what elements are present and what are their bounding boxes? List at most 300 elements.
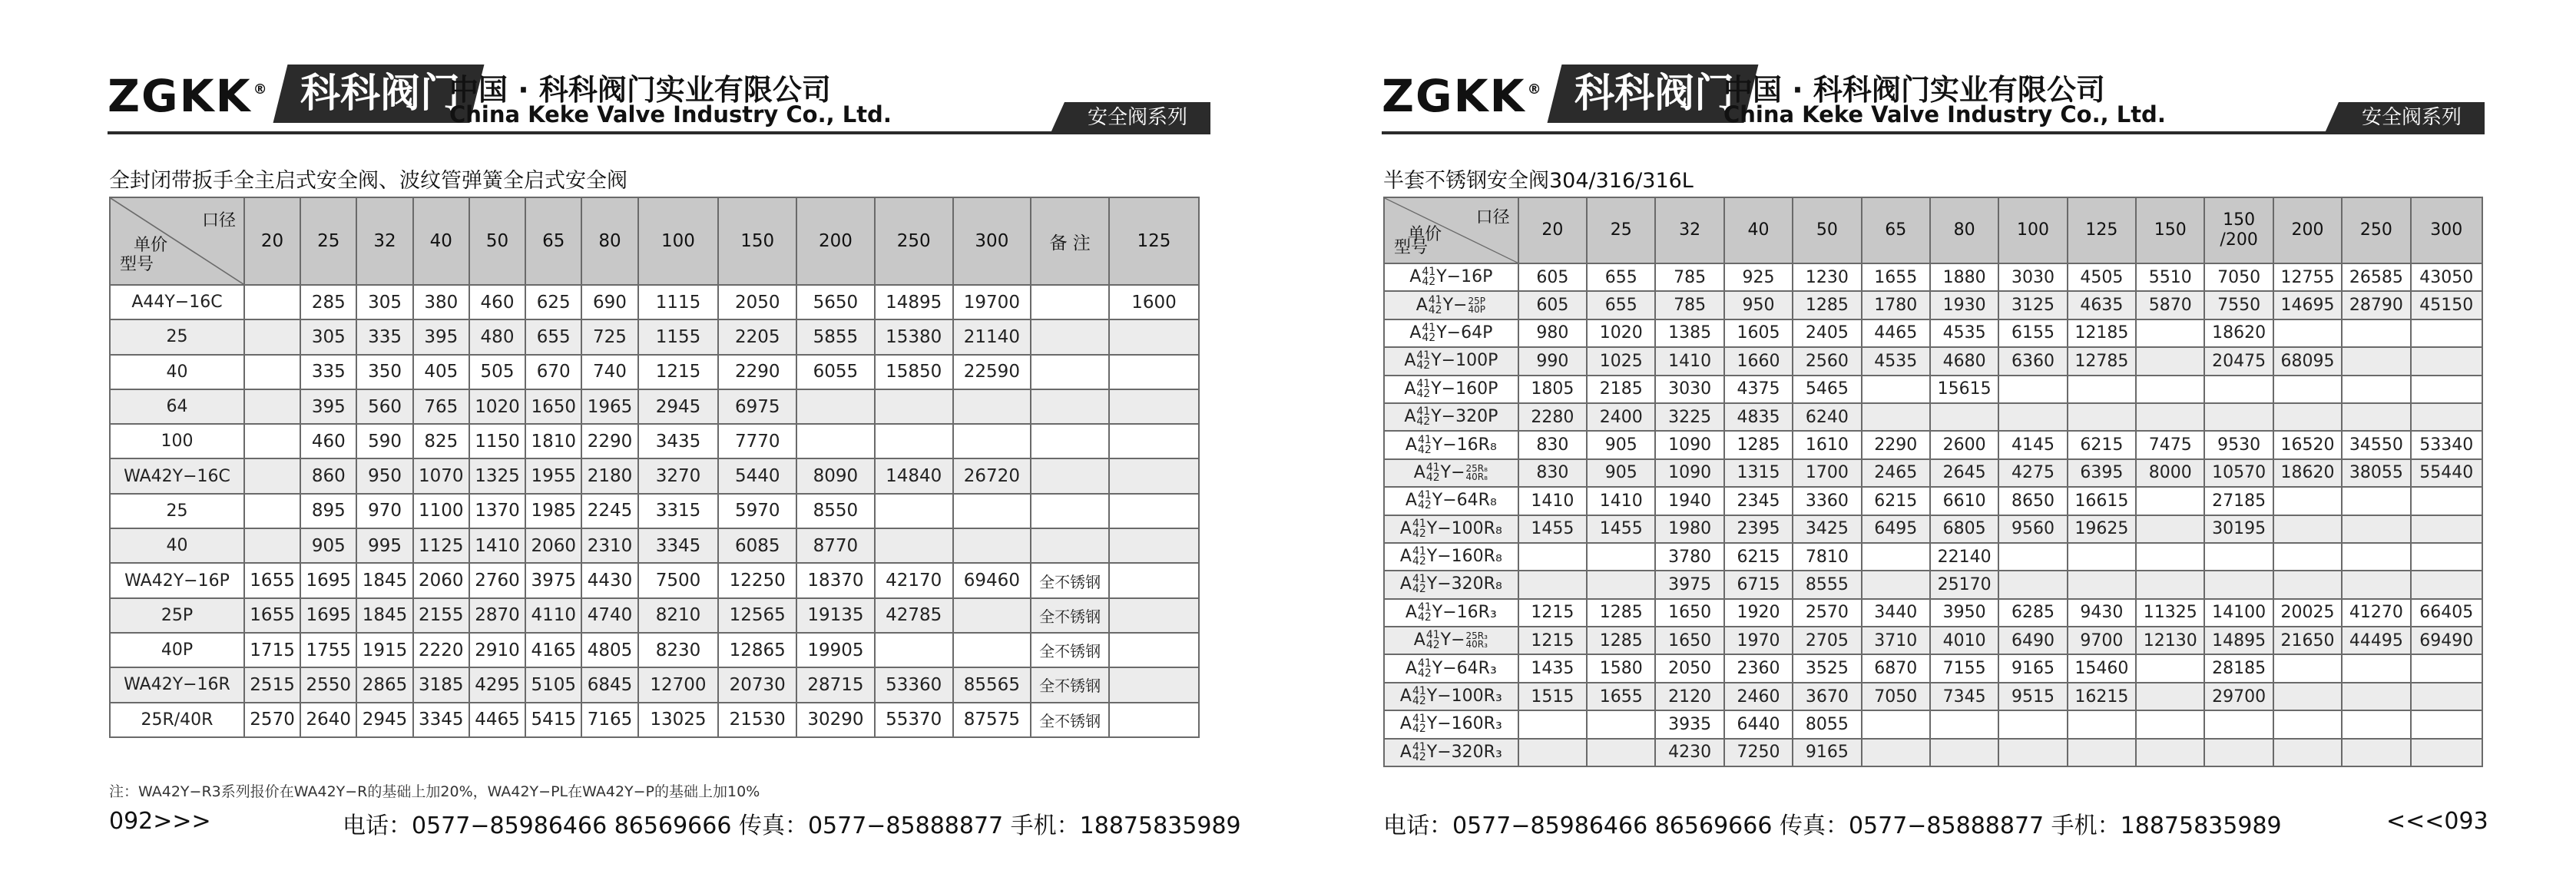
price-cell bbox=[1109, 703, 1199, 737]
price-cell: 7250 bbox=[1724, 739, 1793, 766]
price-cell bbox=[2136, 543, 2204, 571]
price-cell bbox=[2342, 403, 2410, 431]
price-cell bbox=[875, 494, 953, 528]
price-cell: 7810 bbox=[1793, 543, 1861, 571]
price-cell: 3525 bbox=[1793, 654, 1861, 682]
model-variant-top: 41 bbox=[1416, 405, 1431, 419]
price-cell: 25170 bbox=[1930, 571, 1998, 598]
price-cell bbox=[244, 528, 300, 563]
price-cell: 785 bbox=[1655, 263, 1723, 291]
price-cell: 7345 bbox=[1930, 683, 1998, 710]
price-cell: 3440 bbox=[1862, 599, 1930, 627]
price-cell: 68095 bbox=[2273, 347, 2342, 375]
price-cell bbox=[2273, 487, 2342, 515]
price-cell bbox=[2342, 683, 2410, 710]
price-cell bbox=[2342, 543, 2410, 571]
model-variant-bottom: 42 bbox=[1412, 583, 1426, 596]
model-prefix: A bbox=[1404, 407, 1416, 427]
price-cell: 69460 bbox=[953, 563, 1031, 597]
price-cell bbox=[2068, 376, 2136, 403]
model-suffix: Y− bbox=[1442, 295, 1468, 315]
price-cell bbox=[2342, 654, 2410, 682]
price-cell: 7050 bbox=[1862, 683, 1930, 710]
price-cell bbox=[1998, 376, 2067, 403]
model-variant-top: 41 bbox=[1425, 629, 1440, 642]
price-cell: 6155 bbox=[1998, 319, 2067, 347]
model-variant-stack bbox=[1426, 630, 1440, 650]
header-rule bbox=[108, 131, 1210, 134]
price-cell: 4165 bbox=[525, 633, 581, 667]
price-cell: 4010 bbox=[1930, 627, 1998, 654]
price-cell bbox=[2411, 347, 2482, 375]
right-section-title: 半套不锈钢安全阀304/316/316L bbox=[1383, 169, 1694, 193]
price-cell: 2290 bbox=[1862, 431, 1930, 458]
price-cell: 45150 bbox=[2411, 291, 2482, 319]
price-cell: 905 bbox=[1587, 431, 1655, 458]
price-cell: 765 bbox=[413, 389, 469, 424]
table-row bbox=[1384, 431, 2482, 458]
price-cell: 55370 bbox=[875, 703, 953, 737]
brand-logo-cn: 科科阀门 bbox=[273, 65, 485, 123]
price-cell: 5510 bbox=[2136, 263, 2204, 291]
price-cell: 335 bbox=[300, 355, 356, 389]
price-cell: 335 bbox=[356, 319, 412, 354]
price-cell: 3270 bbox=[638, 458, 719, 493]
table-row bbox=[110, 633, 1199, 667]
price-cell: 1285 bbox=[1587, 627, 1655, 654]
price-cell: 18370 bbox=[796, 563, 875, 597]
model-variant-top: 41 bbox=[1416, 377, 1431, 390]
price-cell bbox=[1518, 571, 1587, 598]
price-cell: 1845 bbox=[356, 598, 412, 633]
price-cell: 18620 bbox=[2204, 319, 2273, 347]
price-cell: 2180 bbox=[581, 458, 637, 493]
price-cell: 4680 bbox=[1930, 347, 1998, 375]
price-cell: 905 bbox=[300, 528, 356, 563]
model-suffix: Y−64R₃ bbox=[1432, 658, 1497, 678]
pressure-bottom: 40R₈ bbox=[1465, 471, 1488, 482]
pressure-bottom: 40R₃ bbox=[1465, 639, 1488, 650]
price-cell: 38055 bbox=[2342, 459, 2410, 487]
price-cell: 2865 bbox=[356, 667, 412, 702]
price-cell: 1980 bbox=[1655, 515, 1723, 543]
price-cell: 1410 bbox=[1655, 347, 1723, 375]
model-suffix: Y−100R₃ bbox=[1426, 687, 1502, 707]
price-cell: 1810 bbox=[525, 424, 581, 458]
column-header: 50 bbox=[1793, 197, 1861, 263]
price-cell: 3935 bbox=[1655, 710, 1723, 738]
price-cell: 19135 bbox=[796, 598, 875, 633]
price-cell: 66405 bbox=[2411, 599, 2482, 627]
price-cell: 3030 bbox=[1998, 263, 2067, 291]
price-cell: 2760 bbox=[469, 563, 525, 597]
model-variant-top: 41 bbox=[1417, 601, 1432, 614]
price-cell: 1655 bbox=[1587, 683, 1655, 710]
price-cell: 6440 bbox=[1724, 710, 1793, 738]
column-header: 备 注 bbox=[1031, 197, 1109, 285]
price-cell: 395 bbox=[413, 319, 469, 354]
model-cell bbox=[1384, 376, 1518, 403]
price-cell: 2395 bbox=[1724, 515, 1793, 543]
price-cell bbox=[1930, 710, 1998, 738]
model-cell: 40 bbox=[110, 355, 244, 389]
column-header: 20 bbox=[1518, 197, 1587, 263]
price-cell bbox=[1587, 710, 1655, 738]
model-cell: 25P bbox=[110, 598, 244, 633]
price-cell: 1455 bbox=[1518, 515, 1587, 543]
price-cell: 1655 bbox=[244, 598, 300, 633]
model-cell bbox=[1384, 459, 1518, 487]
model-variant-bottom: 42 bbox=[1422, 276, 1436, 289]
price-cell: 460 bbox=[469, 285, 525, 319]
price-cell bbox=[1518, 543, 1587, 571]
price-cell: 950 bbox=[356, 458, 412, 493]
price-cell: 6085 bbox=[718, 528, 796, 563]
price-cell: 1315 bbox=[1724, 459, 1793, 487]
price-cell: 5465 bbox=[1793, 376, 1861, 403]
model-variant-stack bbox=[1418, 491, 1432, 511]
price-cell: 9700 bbox=[2068, 627, 2136, 654]
price-cell: 1650 bbox=[1655, 599, 1723, 627]
column-header: 80 bbox=[581, 197, 637, 285]
model-variant-bottom: 42 bbox=[1428, 303, 1442, 316]
price-cell: 4430 bbox=[581, 563, 637, 597]
price-cell bbox=[2204, 571, 2273, 598]
table-row bbox=[1384, 683, 2482, 710]
price-cell bbox=[2273, 515, 2342, 543]
model-variant-bottom: 42 bbox=[1416, 415, 1431, 429]
price-cell: 2290 bbox=[718, 355, 796, 389]
price-cell bbox=[953, 633, 1031, 667]
price-cell: 1920 bbox=[1724, 599, 1793, 627]
price-cell: 2360 bbox=[1724, 654, 1793, 682]
price-cell bbox=[2411, 403, 2482, 431]
model-variant-top: 41 bbox=[1417, 433, 1432, 446]
price-cell bbox=[244, 458, 300, 493]
price-label: 单价 bbox=[134, 236, 168, 255]
left-price-table bbox=[109, 197, 1200, 738]
model-variant-bottom: 42 bbox=[1425, 471, 1440, 484]
price-cell: 12785 bbox=[2068, 347, 2136, 375]
price-cell: 5870 bbox=[2136, 291, 2204, 319]
price-cell bbox=[2204, 739, 2273, 766]
price-cell: 6055 bbox=[796, 355, 875, 389]
price-cell bbox=[244, 319, 300, 354]
model-cell bbox=[1384, 487, 1518, 515]
column-header: 25 bbox=[300, 197, 356, 285]
price-cell: 16520 bbox=[2273, 431, 2342, 458]
price-cell bbox=[2136, 571, 2204, 598]
model-suffix: Y− bbox=[1440, 630, 1465, 650]
model-prefix: A bbox=[1399, 518, 1412, 538]
price-cell: 655 bbox=[1587, 291, 1655, 319]
price-cell bbox=[1518, 710, 1587, 738]
price-cell: 8055 bbox=[1793, 710, 1861, 738]
price-cell bbox=[2136, 403, 2204, 431]
table-row bbox=[1384, 403, 2482, 431]
model-prefix: A bbox=[1399, 574, 1412, 594]
table-row bbox=[1384, 291, 2482, 319]
brand-logo-cn: 科科阀门 bbox=[1548, 65, 1759, 123]
price-cell: 1070 bbox=[413, 458, 469, 493]
price-cell bbox=[953, 389, 1031, 424]
note-cell: 全不锈钢 bbox=[1031, 633, 1109, 667]
price-cell: 670 bbox=[525, 355, 581, 389]
column-header: 100 bbox=[1998, 197, 2067, 263]
price-cell: 1695 bbox=[300, 598, 356, 633]
price-cell bbox=[875, 424, 953, 458]
price-cell bbox=[1109, 355, 1199, 389]
price-cell: 14100 bbox=[2204, 599, 2273, 627]
price-cell: 6395 bbox=[2068, 459, 2136, 487]
price-cell bbox=[2411, 376, 2482, 403]
note-cell bbox=[1031, 285, 1109, 319]
model-variant-top: 41 bbox=[1422, 321, 1436, 334]
table-row bbox=[110, 355, 1199, 389]
model-variant-stack bbox=[1422, 267, 1435, 287]
price-cell: 2910 bbox=[469, 633, 525, 667]
price-cell bbox=[2136, 710, 2204, 738]
price-cell: 1435 bbox=[1518, 654, 1587, 682]
size-label: 口径 bbox=[1475, 208, 1510, 227]
table-row bbox=[1384, 347, 2482, 375]
price-cell: 950 bbox=[1724, 291, 1793, 319]
price-cell bbox=[1109, 598, 1199, 633]
table-row bbox=[110, 598, 1199, 633]
price-cell: 14840 bbox=[875, 458, 953, 493]
model-variant-bottom: 42 bbox=[1412, 750, 1426, 763]
price-cell: 1025 bbox=[1587, 347, 1655, 375]
price-cell: 6870 bbox=[1862, 654, 1930, 682]
price-cell: 12250 bbox=[718, 563, 796, 597]
price-cell: 1090 bbox=[1655, 431, 1723, 458]
price-cell: 1940 bbox=[1655, 487, 1723, 515]
price-cell: 4805 bbox=[581, 633, 637, 667]
price-cell: 2185 bbox=[1587, 376, 1655, 403]
note-cell bbox=[1031, 389, 1109, 424]
price-cell: 2945 bbox=[638, 389, 719, 424]
price-cell bbox=[1109, 424, 1199, 458]
price-cell bbox=[2342, 347, 2410, 375]
price-cell: 1965 bbox=[581, 389, 637, 424]
price-cell: 8555 bbox=[1793, 571, 1861, 598]
price-cell: 1150 bbox=[469, 424, 525, 458]
price-cell: 4465 bbox=[1862, 319, 1930, 347]
price-cell: 6975 bbox=[718, 389, 796, 424]
model-suffix: Y−100P bbox=[1431, 351, 1498, 371]
price-cell: 14695 bbox=[2273, 291, 2342, 319]
price-cell: 725 bbox=[581, 319, 637, 354]
price-cell: 9530 bbox=[2204, 431, 2273, 458]
price-cell: 1695 bbox=[300, 563, 356, 597]
note-cell bbox=[1031, 319, 1109, 354]
price-cell: 1385 bbox=[1655, 319, 1723, 347]
price-cell: 8000 bbox=[2136, 459, 2204, 487]
price-cell: 26585 bbox=[2342, 263, 2410, 291]
price-cell: 4110 bbox=[525, 598, 581, 633]
series-tab: 安全阀系列 bbox=[1065, 102, 1210, 133]
price-cell: 2515 bbox=[244, 667, 300, 702]
price-cell: 3975 bbox=[525, 563, 581, 597]
price-cell: 1650 bbox=[525, 389, 581, 424]
price-cell: 860 bbox=[300, 458, 356, 493]
model-cell bbox=[1384, 319, 1518, 347]
model-variant-bottom: 42 bbox=[1412, 723, 1426, 736]
price-cell bbox=[953, 598, 1031, 633]
table-row bbox=[1384, 319, 2482, 347]
price-cell bbox=[2411, 654, 2482, 682]
model-cell bbox=[1384, 710, 1518, 738]
price-cell: 830 bbox=[1518, 459, 1587, 487]
price-cell bbox=[875, 528, 953, 563]
price-cell bbox=[2411, 515, 2482, 543]
column-header: 300 bbox=[2411, 197, 2482, 263]
price-cell bbox=[244, 494, 300, 528]
model-variant-bottom: 42 bbox=[1416, 387, 1431, 400]
price-cell bbox=[2411, 710, 2482, 738]
price-cell: 2400 bbox=[1587, 403, 1655, 431]
price-cell: 4505 bbox=[2068, 263, 2136, 291]
price-cell: 590 bbox=[356, 424, 412, 458]
price-cell bbox=[2273, 710, 2342, 738]
price-cell: 1100 bbox=[413, 494, 469, 528]
price-cell: 1455 bbox=[1587, 515, 1655, 543]
model-cell bbox=[1384, 543, 1518, 571]
model-prefix: A bbox=[1413, 630, 1425, 650]
note-cell bbox=[1031, 355, 1109, 389]
price-cell: 19625 bbox=[2068, 515, 2136, 543]
price-cell: 1955 bbox=[525, 458, 581, 493]
model-cell bbox=[1384, 515, 1518, 543]
price-cell: 4465 bbox=[469, 703, 525, 737]
price-cell: 1125 bbox=[413, 528, 469, 563]
header-rule bbox=[1382, 131, 2485, 134]
price-cell: 53360 bbox=[875, 667, 953, 702]
price-cell: 1600 bbox=[1109, 285, 1199, 319]
price-cell: 2120 bbox=[1655, 683, 1723, 710]
price-cell: 2155 bbox=[413, 598, 469, 633]
price-cell: 2290 bbox=[581, 424, 637, 458]
price-cell bbox=[953, 528, 1031, 563]
model-variant-stack bbox=[1418, 659, 1432, 679]
contact-line: 电话：0577−85986466 86569666 传真：0577−85888877 手机：18875835989 bbox=[343, 812, 1241, 839]
table-row bbox=[1384, 376, 2482, 403]
price-cell bbox=[2136, 739, 2204, 766]
price-cell: 13025 bbox=[638, 703, 719, 737]
column-header: 65 bbox=[525, 197, 581, 285]
price-cell: 8230 bbox=[638, 633, 719, 667]
price-cell: 8210 bbox=[638, 598, 719, 633]
price-cell: 6285 bbox=[1998, 599, 2067, 627]
price-cell: 4740 bbox=[581, 598, 637, 633]
model-variant-top: 41 bbox=[1412, 545, 1426, 558]
price-cell: 30290 bbox=[796, 703, 875, 737]
table-row bbox=[110, 528, 1199, 563]
price-cell: 6845 bbox=[581, 667, 637, 702]
price-cell: 995 bbox=[356, 528, 412, 563]
price-cell: 560 bbox=[356, 389, 412, 424]
price-cell: 19905 bbox=[796, 633, 875, 667]
table-row bbox=[1384, 571, 2482, 598]
column-header: 200 bbox=[796, 197, 875, 285]
column-header: 32 bbox=[356, 197, 412, 285]
model-prefix: A bbox=[1405, 491, 1417, 511]
price-cell: 15460 bbox=[2068, 654, 2136, 682]
price-cell: 1650 bbox=[1655, 627, 1723, 654]
price-cell: 6215 bbox=[1724, 543, 1793, 571]
note-cell bbox=[1031, 424, 1109, 458]
price-cell bbox=[1862, 571, 1930, 598]
series-tab: 安全阀系列 bbox=[2339, 102, 2485, 133]
price-cell bbox=[2342, 376, 2410, 403]
price-cell: 1755 bbox=[300, 633, 356, 667]
model-prefix: A bbox=[1405, 658, 1417, 678]
price-cell bbox=[2342, 515, 2410, 543]
column-header: 125 bbox=[2068, 197, 2136, 263]
price-cell: 12700 bbox=[638, 667, 719, 702]
price-cell: 3030 bbox=[1655, 376, 1723, 403]
price-cell: 21140 bbox=[953, 319, 1031, 354]
price-cell bbox=[1998, 710, 2067, 738]
company-name-en: China Keke Valve Industry Co., Ltd. bbox=[1723, 101, 2166, 127]
price-cell bbox=[2411, 683, 2482, 710]
price-cell: 285 bbox=[300, 285, 356, 319]
model-cell bbox=[1384, 627, 1518, 654]
price-cell: 4535 bbox=[1862, 347, 1930, 375]
note-cell: 全不锈钢 bbox=[1031, 703, 1109, 737]
price-cell: 1580 bbox=[1587, 654, 1655, 682]
price-cell: 1215 bbox=[1518, 599, 1587, 627]
model-suffix: Y−64R₈ bbox=[1432, 491, 1497, 511]
price-cell: 8550 bbox=[796, 494, 875, 528]
model-prefix: A bbox=[1415, 295, 1428, 315]
price-cell: 19700 bbox=[953, 285, 1031, 319]
price-cell: 2550 bbox=[300, 667, 356, 702]
price-cell: 3975 bbox=[1655, 571, 1723, 598]
table-row bbox=[110, 494, 1199, 528]
price-cell: 1155 bbox=[638, 319, 719, 354]
model-variant-top: 41 bbox=[1416, 349, 1431, 362]
price-cell bbox=[2136, 347, 2204, 375]
model-variant-stack bbox=[1416, 351, 1430, 371]
price-cell: 1285 bbox=[1724, 431, 1793, 458]
model-variant-bottom: 42 bbox=[1425, 639, 1440, 652]
price-cell: 7500 bbox=[638, 563, 719, 597]
price-cell: 460 bbox=[300, 424, 356, 458]
note-cell bbox=[1031, 458, 1109, 493]
model-suffix: Y−320R₈ bbox=[1426, 574, 1502, 594]
price-cell: 69490 bbox=[2411, 627, 2482, 654]
model-cell bbox=[1384, 403, 1518, 431]
price-cell: 905 bbox=[1587, 459, 1655, 487]
price-cell bbox=[2136, 654, 2204, 682]
model-variant-stack bbox=[1412, 687, 1426, 707]
price-cell bbox=[1109, 389, 1199, 424]
price-cell bbox=[2342, 571, 2410, 598]
price-cell: 1880 bbox=[1930, 263, 1998, 291]
model-pressure-stack bbox=[1468, 297, 1485, 314]
price-cell: 2220 bbox=[413, 633, 469, 667]
price-cell: 2945 bbox=[356, 703, 412, 737]
left-footnote: 注：WA42Y−R3系列报价在WA42Y−R的基础上加20%，WA42Y−PL在WA42Y−P的基础上加10% bbox=[109, 783, 760, 800]
table-row bbox=[1384, 654, 2482, 682]
column-header: 150 bbox=[718, 197, 796, 285]
column-header: 150 bbox=[2136, 197, 2204, 263]
price-cell bbox=[1862, 739, 1930, 766]
model-variant-top: 41 bbox=[1412, 685, 1426, 698]
price-cell: 1090 bbox=[1655, 459, 1723, 487]
price-cell: 2280 bbox=[1518, 403, 1587, 431]
